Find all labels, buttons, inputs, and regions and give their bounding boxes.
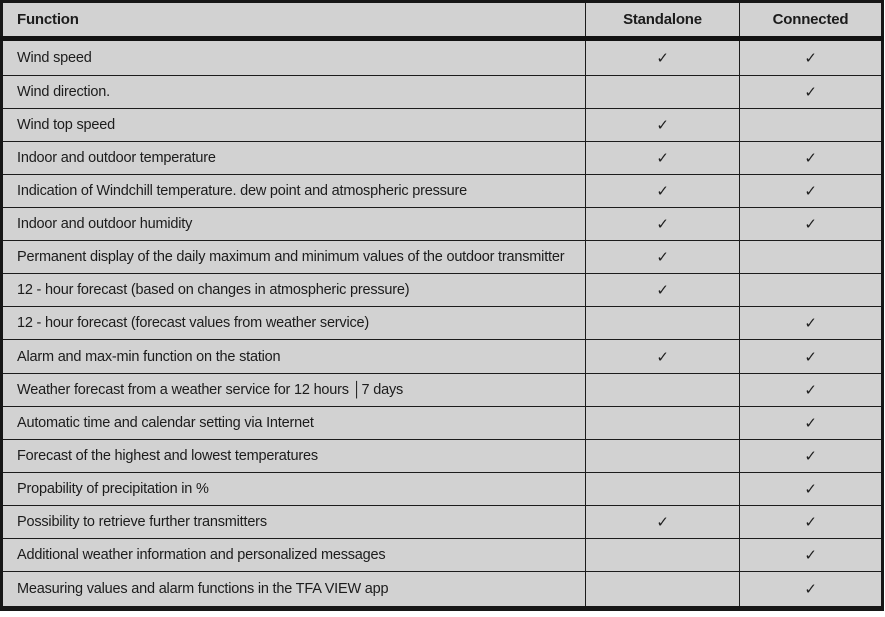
function-cell: Indoor and outdoor humidity	[2, 208, 586, 241]
checkmark-icon: ✓	[656, 216, 669, 234]
standalone-cell	[586, 75, 740, 108]
checkmark-icon: ✓	[804, 348, 817, 366]
table-row	[2, 108, 883, 141]
standalone-cell	[586, 174, 740, 207]
standalone-cell	[586, 39, 740, 76]
checkmark-icon: ✓	[656, 182, 669, 200]
standalone-cell	[586, 439, 740, 472]
connected-cell	[740, 75, 883, 108]
column-header-connected: Connected	[740, 2, 883, 39]
standalone-cell	[586, 208, 740, 241]
connected-cell	[740, 208, 883, 241]
standalone-cell	[586, 307, 740, 340]
table-row	[2, 373, 883, 406]
column-header-function: Function	[2, 2, 586, 39]
table-row	[2, 340, 883, 373]
checkmark-icon: ✓	[804, 216, 817, 234]
connected-cell	[740, 241, 883, 274]
checkmark-icon: ✓	[804, 83, 817, 101]
connected-cell	[740, 472, 883, 505]
checkmark-icon: ✓	[804, 149, 817, 167]
function-cell: Propability of precipitation in %	[2, 472, 586, 505]
table-row	[2, 539, 883, 572]
checkmark-icon: ✓	[656, 49, 669, 67]
connected-cell	[740, 373, 883, 406]
checkmark-icon: ✓	[804, 547, 817, 565]
function-cell: Indication of Windchill temperature. dew point and atmospheric pressure	[2, 174, 586, 207]
checkmark-icon: ✓	[804, 182, 817, 200]
table-row	[2, 406, 883, 439]
function-cell: Automatic time and calendar setting via Internet	[2, 406, 586, 439]
connected-cell	[740, 141, 883, 174]
standalone-cell	[586, 274, 740, 307]
table-row	[2, 241, 883, 274]
checkmark-icon: ✓	[804, 381, 817, 399]
column-header-standalone: Standalone	[586, 2, 740, 39]
standalone-cell	[586, 340, 740, 373]
connected-cell	[740, 572, 883, 609]
connected-cell	[740, 406, 883, 439]
connected-cell	[740, 340, 883, 373]
function-cell: Wind top speed	[2, 108, 586, 141]
function-cell: Indoor and outdoor temperature	[2, 141, 586, 174]
connected-cell	[740, 307, 883, 340]
function-cell: Permanent display of the daily maximum and minimum values of the outdoor transmitter	[2, 241, 586, 274]
function-cell: Alarm and max-min function on the station	[2, 340, 586, 373]
function-cell: Possibility to retrieve further transmitters	[2, 506, 586, 539]
table-row	[2, 39, 883, 76]
function-cell: 12 - hour forecast (based on changes in atmospheric pressure)	[2, 274, 586, 307]
function-cell: Additional weather information and personalized messages	[2, 539, 586, 572]
connected-cell	[740, 39, 883, 76]
checkmark-icon: ✓	[804, 581, 817, 599]
checkmark-icon: ✓	[804, 514, 817, 532]
standalone-cell	[586, 572, 740, 609]
checkmark-icon: ✓	[804, 315, 817, 333]
table-row	[2, 572, 883, 609]
header-row	[2, 2, 883, 39]
standalone-cell	[586, 406, 740, 439]
connected-cell	[740, 108, 883, 141]
table-row	[2, 75, 883, 108]
table-row	[2, 307, 883, 340]
standalone-cell	[586, 108, 740, 141]
function-cell: Weather forecast from a weather service for 12 hours │7 days	[2, 373, 586, 406]
function-cell: Forecast of the highest and lowest temperatures	[2, 439, 586, 472]
checkmark-icon: ✓	[804, 414, 817, 432]
connected-cell	[740, 539, 883, 572]
table-row	[2, 274, 883, 307]
checkmark-icon: ✓	[656, 348, 669, 366]
table-row	[2, 439, 883, 472]
checkmark-icon: ✓	[804, 447, 817, 465]
standalone-cell	[586, 506, 740, 539]
function-cell: Wind direction.	[2, 75, 586, 108]
checkmark-icon: ✓	[656, 249, 669, 267]
checkmark-icon: ✓	[656, 149, 669, 167]
connected-cell	[740, 174, 883, 207]
function-cell: Measuring values and alarm functions in the TFA VIEW app	[2, 572, 586, 609]
standalone-cell	[586, 241, 740, 274]
function-cell: 12 - hour forecast (forecast values from weather service)	[2, 307, 586, 340]
table-row	[2, 472, 883, 505]
table-row	[2, 506, 883, 539]
connected-cell	[740, 274, 883, 307]
standalone-cell	[586, 373, 740, 406]
connected-cell	[740, 506, 883, 539]
table-row	[2, 174, 883, 207]
standalone-cell	[586, 472, 740, 505]
checkmark-icon: ✓	[656, 514, 669, 532]
checkmark-icon: ✓	[804, 480, 817, 498]
checkmark-icon: ✓	[656, 116, 669, 134]
checkmark-icon: ✓	[656, 282, 669, 300]
checkmark-icon: ✓	[804, 49, 817, 67]
table-row	[2, 141, 883, 174]
standalone-cell	[586, 141, 740, 174]
standalone-cell	[586, 539, 740, 572]
function-cell: Wind speed	[2, 39, 586, 76]
table-row	[2, 208, 883, 241]
connected-cell	[740, 439, 883, 472]
